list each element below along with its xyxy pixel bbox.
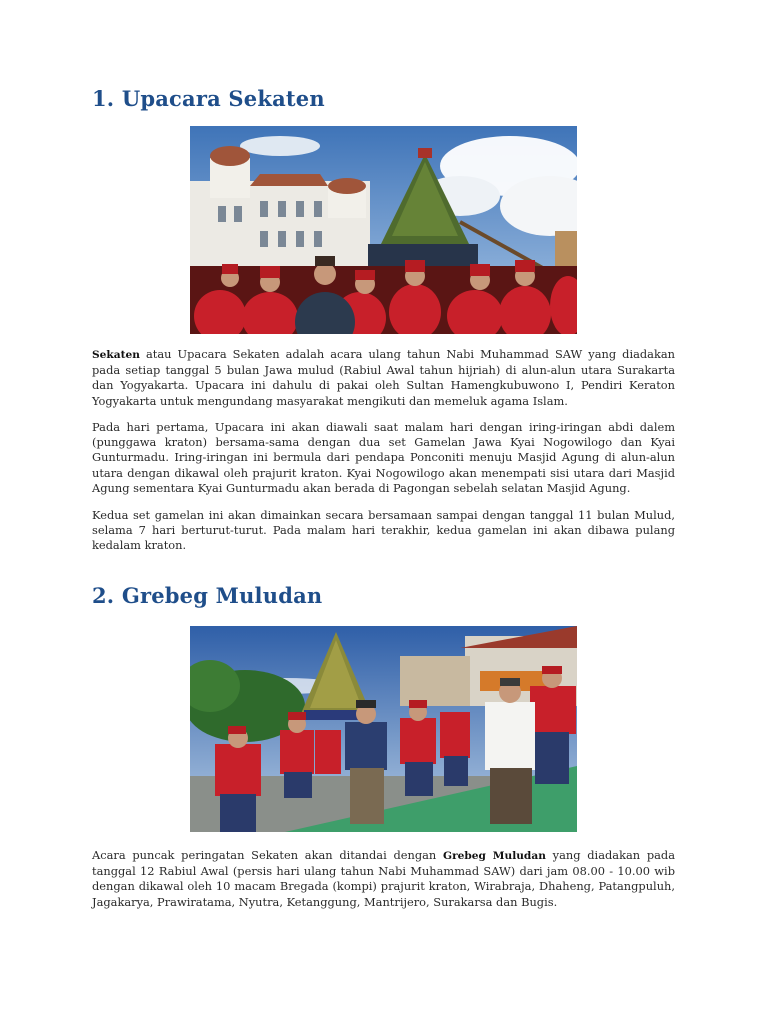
- photo-grebeg-muludan: [190, 626, 577, 832]
- sekaten-paragraph-2: Pada hari pertama, Upacara ini akan diawali saat malam hari dengan iring-iringan abdi dalem (punggawa kraton) bersama-sama dengan dua set Gamelan Jawa Kyai Nogowilogo dan Kyai Gunturmadu. Iring-iringan ini bermula dari pendapa Ponconiti menuju Masjid Agung di alun-alun utara dengan dikawal oleh prajurit kraton. Kyai Nogowilogo akan menempati sisi utara dari Masjid Agung sementara Kyai Gunturmadu akan berada di Pagongan sebelah selatan Masjid Agung.: [92, 420, 675, 495]
- photo-sekaten-procession: [190, 126, 577, 334]
- section-title-grebeg-muludan: 2. Grebeg Muludan: [92, 583, 323, 608]
- grebeg-paragraph-1: [92, 848, 675, 910]
- grebeg-paragraph-1-before: Acara puncak peringatan Sekaten akan ditandai dengan: [92, 848, 444, 862]
- term-sekaten: Sekaten: [92, 349, 140, 361]
- sekaten-paragraph-1: [92, 347, 675, 409]
- term-grebeg-muludan: Grebeg Muludan: [443, 850, 546, 862]
- grebeg-paragraph-1-after: yang diadakan pada tanggal 12 Rabiul Awal (persis hari ulang tahun Nabi Muhammad SAW) dari jam 08.00 - 10.00 wib dengan dikawal oleh 10 macam Bregada (kompi) prajurit kraton, Wirabraja, Dhaheng, Patangpuluh, Jagakarya, Prawiratama, Nyutra, Ketanggung, Mantrijero, Surakarsa dan Bugis.: [92, 848, 676, 909]
- sekaten-paragraph-3: Kedua set gamelan ini akan dimainkan secara bersamaan sampai dengan tanggal 11 bulan Mulud, selama 7 hari berturut-turut. Pada malam hari terakhir, kedua gamelan ini akan dibawa pulang kedalam kraton.: [92, 508, 675, 553]
- sekaten-paragraph-1-text: atau Upacara Sekaten adalah acara ulang tahun Nabi Muhammad SAW yang diadakan pada setiap tanggal 5 bulan Jawa mulud (Rabiul Awal tahun hijriah) di alun-alun utara Surakarta dan Yogyakarta. Upacara ini dahulu di pakai oleh Sultan Hamengkubuwono I, Pendiri Keraton Yogyakarta untuk mengundang masyarakat mengikuti dan memeluk agama Islam.: [92, 347, 675, 408]
- section-title-sekaten: 1. Upacara Sekaten: [92, 86, 325, 111]
